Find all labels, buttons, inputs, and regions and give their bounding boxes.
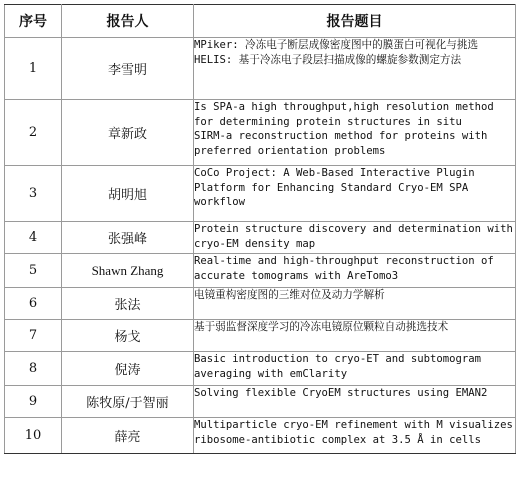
report-schedule-table [4, 4, 519, 454]
report-title: Multiparticle cryo-EM refinement with M visualizes ribosome-antibiotic complex at 3.5 Å in cells [194, 419, 519, 446]
row-number: 1 [5, 38, 62, 100]
report-title-cell [194, 38, 516, 100]
table-row [5, 166, 516, 222]
row-number: 3 [5, 166, 62, 222]
report-title-cell [194, 320, 516, 352]
table-row [5, 288, 516, 320]
report-title: MPiker: 冷冻电子断层成像密度图中的膜蛋白可视化与挑选 [194, 39, 479, 51]
table-body [5, 38, 519, 454]
row-number: 10 [5, 418, 62, 454]
report-title-cell [194, 418, 519, 454]
table-header-row [5, 5, 516, 38]
reporter-name: 陈牧原/于智丽 [62, 386, 194, 418]
report-title: 电镜重构密度图的三维对位及动力学解析 [194, 289, 385, 301]
row-number: 8 [5, 352, 62, 386]
table-row [5, 222, 516, 254]
row-number: 4 [5, 222, 62, 254]
header-reporter: 报告人 [62, 5, 194, 38]
row-number: 7 [5, 320, 62, 352]
report-title: HELIS: 基于冷冻电子段层扫描成像的螺旋参数测定方法 [194, 53, 462, 66]
report-title-cell [194, 386, 516, 418]
report-title: 基于弱监督深度学习的冷冻电镜原位颗粒自动挑选技术 [194, 321, 449, 333]
reporter-name: 张法 [62, 288, 194, 320]
reporter-name: 杨戈 [62, 320, 194, 352]
table-row [5, 418, 516, 454]
reporter-name: 胡明旭 [62, 166, 194, 222]
row-number: 6 [5, 288, 62, 320]
reporter-name: 倪涛 [62, 352, 194, 386]
report-title-cell [194, 100, 516, 166]
reporter-name: 李雪明 [62, 38, 194, 100]
row-number: 9 [5, 386, 62, 418]
header-title: 报告题目 [194, 5, 516, 38]
schedule-table-wrapper [4, 4, 519, 454]
report-title: Is SPA-a high throughput,high resolution method for determining protein structures in situ [194, 101, 501, 128]
report-title: SIRM-a reconstruction method for proteins with preferred orientation problems [194, 130, 494, 157]
report-title-cell [194, 352, 516, 386]
table-row [5, 352, 516, 386]
table-row [5, 38, 516, 100]
report-title: Basic introduction to cryo-ET and subtomogram averaging with emClarity [194, 353, 488, 380]
report-title-cell [194, 288, 516, 320]
report-title-cell [194, 222, 519, 254]
table-row [5, 386, 516, 418]
report-title-cell [194, 166, 516, 222]
report-title-cell [194, 254, 516, 288]
report-title: Solving flexible CryoEM structures using EMAN2 [194, 387, 488, 399]
table-row [5, 254, 516, 288]
table-row [5, 100, 516, 166]
header-no: 序号 [5, 5, 62, 38]
row-number: 2 [5, 100, 62, 166]
table-row [5, 320, 516, 352]
reporter-name: Shawn Zhang [62, 254, 194, 288]
row-number: 5 [5, 254, 62, 288]
reporter-name: 薛亮 [62, 418, 194, 454]
report-title: CoCo Project: A Web-Based Interactive Plugin Platform for Enhancing Standard Cryo-EM SPA workflow [194, 167, 482, 208]
report-title: Protein structure discovery and determination with cryo-EM density map [194, 223, 519, 250]
reporter-name: 章新政 [62, 100, 194, 166]
report-title: Real-time and high-throughput reconstruction of accurate tomograms with AreTomo3 [194, 255, 501, 282]
reporter-name: 张强峰 [62, 222, 194, 254]
